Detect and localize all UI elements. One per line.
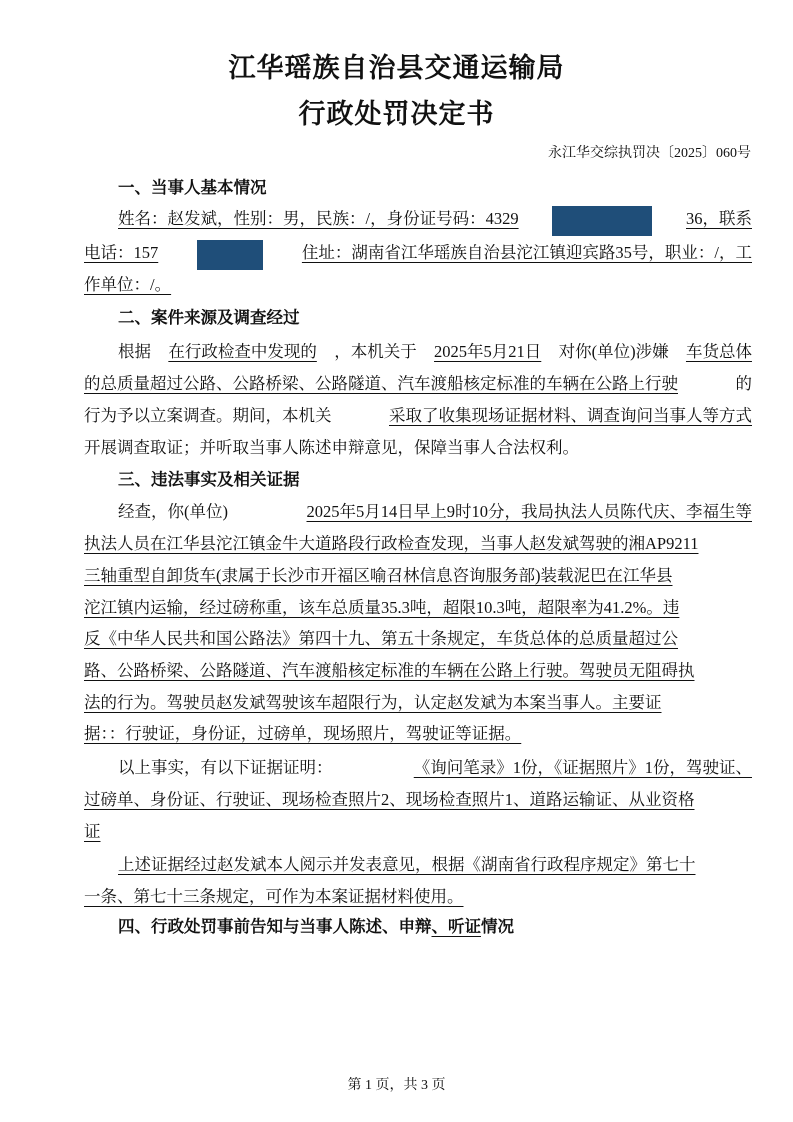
text-segment: ，本机关于 [334,342,417,361]
text-segment: 的 [735,374,752,393]
section-heading [118,175,752,201]
text-segment: 姓名：赵发斌，性别：男，民族：/，身份证号码：4329 [118,209,519,228]
text-segment: 二、案件来源及调查经过 [118,308,300,327]
document-title: 江华瑶族自治县交通运输局 [228,53,565,83]
body-line [84,563,752,589]
text-segment: 三、违法事实及相关证据 [118,470,300,489]
text-segment: 上述证据经过赵发斌本人阅示并发表意见，根据《湖南省行政程序规定》第七十 [118,855,696,874]
text-segment: 路、公路桥梁、公路隧道、汽车渡船核定标准的车辆在公路上行驶。驾驶员无阻碍执 [84,661,695,680]
body-line [118,755,752,781]
text-segment: 在行政检查中发现的 [168,342,317,361]
text-segment: 对你(单位)涉嫌 [558,342,669,361]
text-segment: 2025年5月14日早上9时10分，我局执法人员陈代庆、李福生等 [306,502,752,521]
body-line [84,531,752,557]
body-line [118,339,752,365]
body-line [84,240,752,266]
text-segment: 沱江镇内运输，经过磅称重，该车总质量35.3吨，超限10.3吨，超限率为41.2%。违 [84,598,680,617]
body-line [84,884,752,910]
text-segment: 据：：行驶证，身份证，过磅单，现场照片，驾驶证等证据。 [84,724,522,743]
text-segment: 采取了收集现场证据材料、调查询问当事人等方式 [389,406,752,425]
text-segment: 经查，你(单位) [118,502,228,521]
text-segment: 车货总体 [685,342,752,361]
text-segment: 根据 [118,342,151,361]
body-line [84,371,752,397]
redaction-box [552,206,652,236]
body-line [118,499,752,525]
text-segment: 作单位：/。 [84,275,172,294]
section-heading [118,467,752,493]
section-heading [118,305,752,331]
text-segment: 以上事实，有以下证据证明： [118,758,333,777]
text-segment: 行为予以立案调查。期间，本机关 [84,406,332,425]
text-segment: 法的行为。驾驶员赵发斌驾驶该车超限行为，认定赵发斌为本案当事人。主要证 [84,693,662,712]
body-line [84,658,752,684]
body-line [84,435,752,461]
text-segment: 过磅单、身份证、行驶证、现场检查照片2、现场检查照片1、道路运输证、从业资格 [84,790,695,809]
text-segment: 的总质量超过公路、公路桥梁、公路隧道、汽车渡船核定标准的车辆在公路上行驶 [84,374,678,393]
body-line [84,595,752,621]
redaction-box [197,240,263,270]
body-line [84,819,752,845]
text-segment: 《询问笔录》1份，《证据照片》1份，驾驶证、 [413,758,752,777]
body-line [84,690,752,716]
section-heading [118,914,752,940]
body-line [84,721,752,747]
text-segment: 执法人员在江华县沱江镇金牛大道路段行政检查发现，当事人赵发斌驾驶的湘AP9211 [84,534,699,553]
text-segment: 2025年5月21日 [434,342,542,361]
body-line [84,626,752,652]
document-subtitle: 行政处罚决定书 [298,99,495,129]
body-line [84,787,752,813]
body-line [118,852,752,878]
document-number: 永江华交综执罚决〔2025〕060号 [548,146,751,161]
body-line [84,403,752,429]
text-segment: 住址：湖南省江华瑶族自治县沱江镇迎宾路35号，职业：/，工 [301,243,752,262]
page-footer: 第 1 页，共 3 页 [347,1078,446,1093]
text-segment: 一条、第七十三条规定，可作为本案证据材料使用。 [84,887,464,906]
text-segment: 四、行政处罚事前告知与当事人陈述、申辩 [118,917,432,936]
text-segment: 开展调查取证；并听取当事人陈述申辩意见，保障当事人合法权利。 [84,438,579,457]
text-segment: 36，联系 [686,209,752,228]
text-segment: 证 [84,822,101,841]
body-line [84,272,752,298]
text-segment: 一、当事人基本情况 [118,178,267,197]
text-segment: 情况 [481,917,514,936]
text-segment: 三轴重型自卸货车(隶属于长沙市开福区喻召林信息咨询服务部)装载泥巴在江华县 [84,566,673,585]
text-segment: 电话：157 [84,243,159,262]
text-segment: 反《中华人民共和国公路法》第四十九、第五十条规定，车货总体的总质量超过公 [84,629,678,648]
body-line [118,206,752,232]
text-segment: 、听证 [431,917,481,936]
